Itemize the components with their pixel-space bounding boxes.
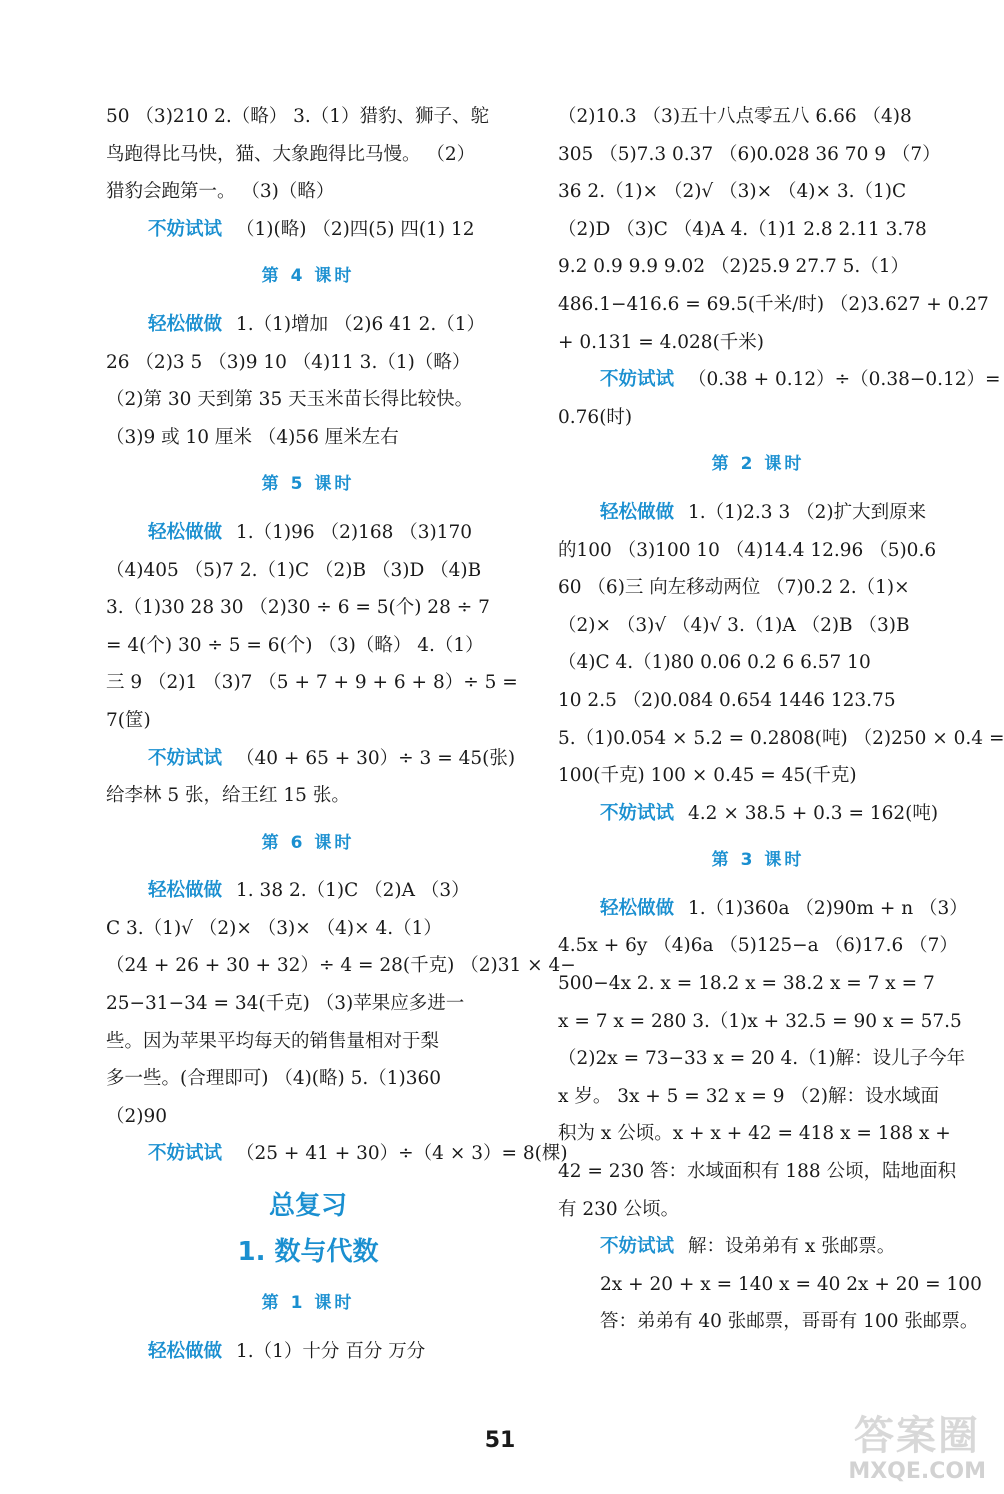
try-label: 不妨试试 [148, 218, 223, 240]
exercise-line [106, 872, 510, 910]
text-line: 10 2.5 （2)0.084 0.654 1446 123.75 [558, 689, 896, 711]
try-label: 不妨试试 [600, 369, 675, 391]
lesson-heading: 第 5 课时 [261, 474, 355, 495]
text-line: + 0.131 = 4.028(千米) [558, 331, 765, 353]
text-line: 3.（1)30 28 30 （2)30 ÷ 6 = 5(个) 28 ÷ 7 [106, 597, 490, 619]
try-text: （40 + 65 + 30）÷ 3 = 45(张) [236, 747, 516, 769]
text-line: 486.1−416.6 = 69.5(千米/时) （2)3.627 + 0.27 [558, 293, 989, 315]
lesson-heading: 第 1 课时 [261, 1293, 355, 1314]
text-line: 4.5x + 6y （4)6a （5)125−a （6)17.6 （7） [558, 935, 958, 957]
text-line: （4)405 （5)7 2.（1)C （2)B （3)D （4)B [106, 559, 482, 581]
exercise-line [558, 890, 968, 928]
exercise-label: 轻松做做 [600, 897, 675, 919]
exercise-text: 1.（1)96 （2)168 （3)170 [236, 521, 473, 543]
text-line: 多一些。(合理即可) （4)(略) 5.（1)360 [106, 1068, 442, 1090]
exercise-line [106, 306, 510, 344]
text-line: （4)C 4.（1)80 0.06 0.2 6 6.57 10 [558, 652, 871, 674]
exercise-label: 轻松做做 [148, 521, 223, 543]
text-line: （2)2x = 73−33 x = 20 4.（1)解：设儿子今年 [558, 1048, 966, 1070]
text-line: 500−4x 2. x = 18.2 x = 38.2 x = 7 x = 7 [558, 973, 935, 995]
text-line: 305 （5)7.3 0.37 （6)0.028 36 70 9 （7） [558, 143, 941, 165]
text-line: 积为 x 公顷。x + x + 42 = 418 x = 188 x + [558, 1123, 951, 1145]
exercise-label: 轻松做做 [148, 313, 223, 335]
text-line: 25−31−34 = 34(千克) （3)苹果应多进一 [106, 993, 465, 1015]
lesson-heading: 第 4 课时 [261, 266, 355, 287]
exercise-line [558, 494, 958, 532]
text-line: 5.（1)0.054 × 5.2 = 0.2808(吨) （2)250 × 0.4 = [558, 727, 1004, 749]
text-line: （24 + 26 + 30 + 32）÷ 4 = 28(千克) （2)31 × 4− [106, 955, 576, 977]
try-text: （1)(略) （2)四(5) 四(1) 12 [236, 218, 475, 240]
exercise-line [106, 1333, 510, 1371]
text-line: （2)90 [106, 1105, 168, 1127]
text-line: 100(千克) 100 × 0.45 = 45(千克) [558, 765, 857, 787]
try-label: 不妨试试 [600, 1236, 675, 1258]
lesson-heading: 第 6 课时 [261, 832, 355, 853]
lesson-heading: 第 3 课时 [711, 850, 805, 871]
exercise-text: 1.（1)360a （2)90m + n （3） [688, 897, 968, 919]
exercise-text: 1.（1)2.3 3 （2)扩大到原来 [688, 501, 927, 523]
text-line: 猎豹会跑第一。 （3)（略） [106, 181, 335, 203]
text-line: 36 2.（1)× （2)√ （3)× （4)× 3.（1)C [558, 181, 907, 203]
text-line: 答：弟弟有 40 张邮票，哥哥有 100 张邮票。 [600, 1311, 979, 1333]
text-line: （3)9 或 10 厘米 （4)56 厘米左右 [106, 426, 399, 448]
try-line [558, 361, 1001, 399]
text-line: 9.2 0.9 9.9 9.02 （2)25.9 27.7 5.（1） [558, 256, 910, 278]
text-line: （2)× （3)√ （4)√ 3.（1)A （2)B （3)B [558, 614, 910, 636]
try-label: 不妨试试 [600, 802, 675, 824]
exercise-label: 轻松做做 [600, 501, 675, 523]
text-line: 42 = 230 答：水域面积有 188 公顷，陆地面积 [558, 1161, 957, 1183]
text-line: 2x + 20 + x = 140 x = 40 2x + 20 = 100 [600, 1273, 982, 1295]
lesson-heading: 第 2 课时 [711, 454, 805, 475]
text-line: （2)10.3 （3)五十八点零五八 6.66 （4)8 [558, 106, 912, 127]
left-column [106, 98, 576, 1370]
page-number: 51 [484, 1428, 516, 1453]
review-subtitle: 1. 数与代数 [237, 1237, 379, 1268]
exercise-line [106, 514, 510, 552]
text-line: = 4(个) 30 ÷ 5 = 6(个) （3)（略） 4.（1） [106, 634, 484, 656]
text-line: 60 （6)三 向左移动两位 （7)0.2 2.（1)× [558, 577, 910, 599]
exercise-text: 1.（1）十分 百分 万分 [236, 1340, 426, 1362]
watermark-bottom: MXQE.COM [848, 1459, 986, 1484]
try-text: 4.2 × 38.5 + 0.3 = 162(吨) [688, 802, 939, 824]
exercise-label: 轻松做做 [148, 880, 223, 902]
try-label: 不妨试试 [148, 747, 223, 769]
text-line: （2)D （3)C （4)A 4.（1)1 2.8 2.11 3.78 [558, 218, 927, 240]
text-line: 0.76(时) [558, 406, 633, 428]
try-line [106, 211, 510, 249]
text-line: 些。因为苹果平均每天的销售量相对于梨 [106, 1030, 440, 1052]
text-line: 7(筐) [106, 709, 151, 731]
try-line [106, 1135, 568, 1173]
exercise-text: 1.（1)增加 （2)6 41 2.（1） [236, 313, 486, 335]
text-line: x = 7 x = 280 3.（1)x + 32.5 = 90 x = 57.5 [558, 1010, 962, 1032]
text-line: 三 9 （2)1 （3)7 （5 + 7 + 9 + 6 + 8）÷ 5 = [106, 672, 518, 694]
text-line: 50 （3)210 2.（略） 3.（1）猎豹、狮子、鸵 [106, 106, 490, 127]
review-title: 总复习 [268, 1191, 347, 1222]
text-line: （2)第 30 天到第 35 天玉米苗长得比较快。 [106, 389, 474, 411]
text-line: 鸟跑得比马快，猫、大象跑得比马慢。 （2） [106, 143, 476, 165]
text-line: 26 （2)3 5 （3)9 10 （4)11 3.（1)（略） [106, 351, 471, 373]
exercise-label: 轻松做做 [148, 1340, 223, 1362]
try-text: 解：设弟弟有 x 张邮票。 [688, 1236, 896, 1258]
text-line: x 岁。 3x + 5 = 32 x = 9 （2)解：设水域面 [558, 1085, 939, 1107]
text-line: 有 230 公顷。 [558, 1198, 680, 1220]
try-line [106, 740, 516, 778]
text-line: 给李林 5 张，给王红 15 张。 [106, 785, 350, 807]
exercise-text: 1. 38 2.（1)C （2)A （3） [236, 880, 470, 902]
text-line: C 3.（1)√ （2)× （3)× （4)× 4.（1） [106, 917, 442, 939]
text-line: 的100 （3)100 10 （4)14.4 12.96 （5)0.6 [558, 539, 937, 561]
try-line [558, 795, 958, 833]
try-label: 不妨试试 [148, 1143, 223, 1165]
try-text: （0.38 + 0.12）÷（0.38−0.12）= [688, 369, 1001, 391]
try-text: （25 + 41 + 30）÷（4 × 3）= 8(棵) [236, 1143, 568, 1165]
try-line [558, 1228, 958, 1266]
right-column [558, 98, 1004, 1341]
watermark-logo [816, 1404, 986, 1484]
watermark-top: 答案圈 [854, 1413, 980, 1459]
